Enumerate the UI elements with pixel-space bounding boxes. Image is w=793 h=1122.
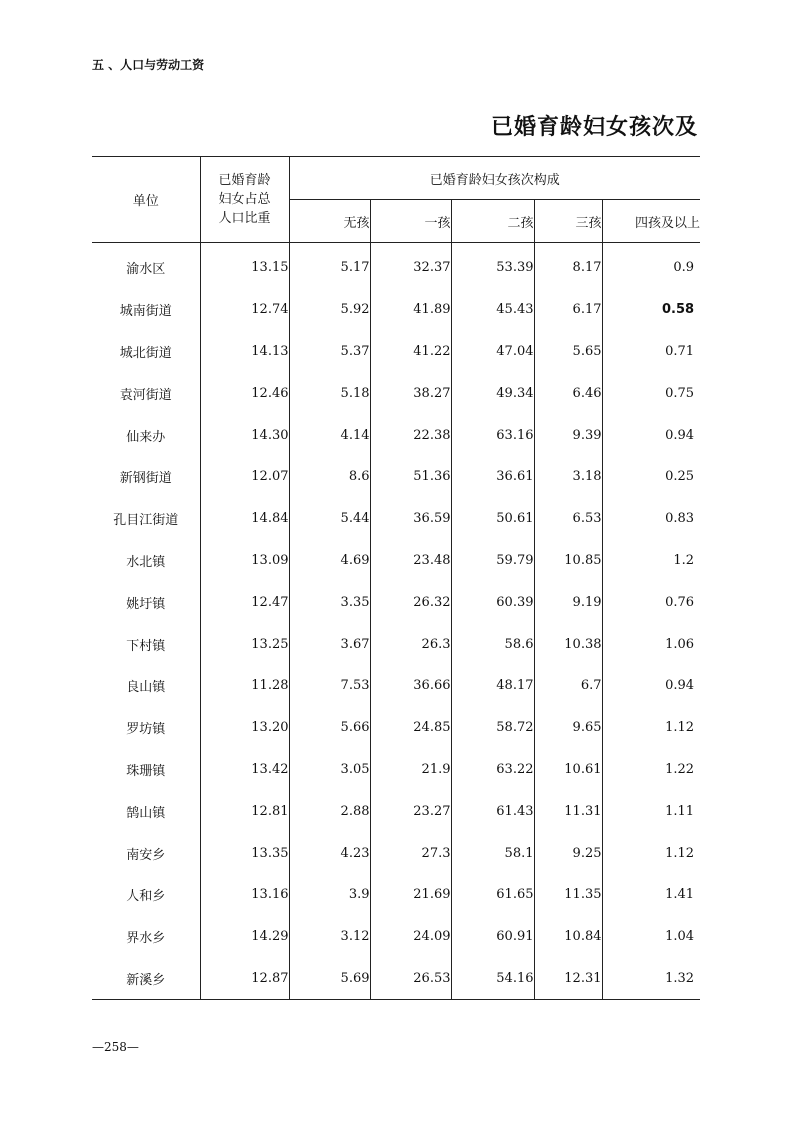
cell-two-children: 60.91 <box>451 916 534 958</box>
table-row <box>92 832 700 874</box>
cell-one-child: 22.38 <box>370 414 451 456</box>
cell-four-plus-children: 0.94 <box>665 678 695 694</box>
cell-four-plus-children: 1.06 <box>665 636 695 652</box>
cell-share: 11.28 <box>200 665 289 707</box>
cell-no-child: 4.23 <box>289 832 370 874</box>
cell-four-plus-children: 0.9 <box>673 260 695 276</box>
cell-four-plus-children: 1.22 <box>665 761 695 777</box>
cell-share: 13.15 <box>200 243 289 289</box>
cell-unit: 仙来办 <box>92 414 200 456</box>
cell-three-children: 3.18 <box>534 456 602 498</box>
header-share: 已婚育龄妇女占总人口比重 <box>200 157 289 243</box>
table-row <box>92 372 700 414</box>
cell-no-child: 3.12 <box>289 916 370 958</box>
table-row <box>92 540 700 582</box>
table-row <box>92 331 700 373</box>
cell-one-child: 27.3 <box>370 832 451 874</box>
table-body <box>92 243 700 1000</box>
cell-unit: 姚圩镇 <box>92 581 200 623</box>
cell-three-children: 9.65 <box>534 707 602 749</box>
cell-four-plus-children: 0.94 <box>665 427 695 443</box>
cell-three-children: 9.25 <box>534 832 602 874</box>
cell-four-plus-children: 0.71 <box>665 343 695 359</box>
cell-four-plus-children: 1.11 <box>665 803 695 819</box>
cell-no-child: 5.92 <box>289 289 370 331</box>
cell-no-child: 3.35 <box>289 581 370 623</box>
header-composition: 已婚育龄妇女孩次构成 <box>289 157 700 200</box>
cell-unit: 鹄山镇 <box>92 790 200 832</box>
table-row <box>92 707 700 749</box>
cell-three-children: 11.31 <box>534 790 602 832</box>
cell-unit: 罗坊镇 <box>92 707 200 749</box>
table-header <box>92 157 700 243</box>
cell-unit: 界水乡 <box>92 916 200 958</box>
cell-one-child: 26.53 <box>370 958 451 1000</box>
cell-four-plus-children: 0.76 <box>665 594 695 610</box>
cell-two-children: 48.17 <box>451 665 534 707</box>
cell-four-plus-children: 1.12 <box>665 845 695 861</box>
cell-one-child: 26.3 <box>370 623 451 665</box>
cell-two-children: 49.34 <box>451 372 534 414</box>
cell-two-children: 61.65 <box>451 874 534 916</box>
cell-share: 13.25 <box>200 623 289 665</box>
cell-two-children: 59.79 <box>451 540 534 582</box>
cell-three-children: 10.84 <box>534 916 602 958</box>
cell-one-child: 41.22 <box>370 331 451 373</box>
cell-three-children: 11.35 <box>534 874 602 916</box>
cell-three-children: 10.61 <box>534 749 602 791</box>
table-row <box>92 243 700 289</box>
cell-one-child: 24.09 <box>370 916 451 958</box>
cell-one-child: 38.27 <box>370 372 451 414</box>
cell-four-plus-children: 0.75 <box>665 385 695 401</box>
table-row <box>92 581 700 623</box>
table-row <box>92 749 700 791</box>
cell-unit: 水北镇 <box>92 540 200 582</box>
cell-share: 12.46 <box>200 372 289 414</box>
cell-two-children: 63.16 <box>451 414 534 456</box>
cell-unit: 良山镇 <box>92 665 200 707</box>
cell-one-child: 36.66 <box>370 665 451 707</box>
cell-no-child: 5.18 <box>289 372 370 414</box>
cell-one-child: 36.59 <box>370 498 451 540</box>
cell-two-children: 50.61 <box>451 498 534 540</box>
cell-two-children: 58.72 <box>451 707 534 749</box>
page-title: 已婚育龄妇女孩次及 <box>490 115 698 140</box>
table-row <box>92 916 700 958</box>
cell-unit: 孔目江街道 <box>92 498 200 540</box>
table-row <box>92 790 700 832</box>
table-row <box>92 874 700 916</box>
cell-no-child: 3.05 <box>289 749 370 791</box>
header-unit: 单位 <box>92 157 200 243</box>
cell-two-children: 47.04 <box>451 331 534 373</box>
cell-four-plus-children: 0.58 <box>661 302 695 318</box>
cell-four-plus-children: 0.25 <box>665 469 695 485</box>
cell-two-children: 53.39 <box>451 243 534 289</box>
cell-share: 12.74 <box>200 289 289 331</box>
cell-share: 13.35 <box>200 832 289 874</box>
cell-three-children: 6.53 <box>534 498 602 540</box>
header-two-children: 二孩 <box>451 200 534 243</box>
cell-one-child: 26.32 <box>370 581 451 623</box>
cell-one-child: 23.27 <box>370 790 451 832</box>
cell-share: 14.13 <box>200 331 289 373</box>
cell-share: 12.47 <box>200 581 289 623</box>
cell-three-children: 9.19 <box>534 581 602 623</box>
cell-no-child: 5.44 <box>289 498 370 540</box>
cell-one-child: 21.9 <box>370 749 451 791</box>
cell-unit: 渝水区 <box>92 243 200 289</box>
cell-no-child: 7.53 <box>289 665 370 707</box>
cell-four-plus-children: 1.12 <box>665 720 695 736</box>
cell-three-children: 6.7 <box>534 665 602 707</box>
table-row <box>92 623 700 665</box>
cell-unit: 下村镇 <box>92 623 200 665</box>
cell-four-plus-children: 1.04 <box>665 929 695 945</box>
data-table <box>92 156 700 1000</box>
cell-share: 14.84 <box>200 498 289 540</box>
cell-two-children: 45.43 <box>451 289 534 331</box>
cell-no-child: 5.69 <box>289 958 370 1000</box>
table-row <box>92 958 700 1000</box>
cell-three-children: 9.39 <box>534 414 602 456</box>
header-one-child: 一孩 <box>370 200 451 243</box>
cell-one-child: 21.69 <box>370 874 451 916</box>
cell-one-child: 23.48 <box>370 540 451 582</box>
cell-four-plus-children: 0.83 <box>665 511 695 527</box>
section-heading: 五 、人口与劳动工资 <box>92 58 205 72</box>
cell-share: 13.42 <box>200 749 289 791</box>
cell-no-child: 5.17 <box>289 243 370 289</box>
cell-two-children: 58.6 <box>451 623 534 665</box>
cell-unit: 袁河街道 <box>92 372 200 414</box>
cell-three-children: 6.46 <box>534 372 602 414</box>
table-row <box>92 414 700 456</box>
cell-share: 13.16 <box>200 874 289 916</box>
cell-no-child: 4.69 <box>289 540 370 582</box>
cell-two-children: 58.1 <box>451 832 534 874</box>
cell-share: 12.07 <box>200 456 289 498</box>
cell-one-child: 51.36 <box>370 456 451 498</box>
cell-unit: 南安乡 <box>92 832 200 874</box>
cell-two-children: 61.43 <box>451 790 534 832</box>
cell-one-child: 41.89 <box>370 289 451 331</box>
cell-unit: 新溪乡 <box>92 958 200 1000</box>
header-no-child: 无孩 <box>289 200 370 243</box>
cell-four-plus-children: 1.41 <box>665 887 695 903</box>
header-four-plus-children: 四孩及以上 <box>602 200 700 243</box>
cell-unit: 新钢街道 <box>92 456 200 498</box>
cell-unit: 城南街道 <box>92 289 200 331</box>
cell-one-child: 24.85 <box>370 707 451 749</box>
table-row <box>92 498 700 540</box>
cell-two-children: 60.39 <box>451 581 534 623</box>
cell-two-children: 36.61 <box>451 456 534 498</box>
cell-unit: 珠珊镇 <box>92 749 200 791</box>
cell-no-child: 5.37 <box>289 331 370 373</box>
cell-three-children: 6.17 <box>534 289 602 331</box>
cell-three-children: 5.65 <box>534 331 602 373</box>
cell-three-children: 10.85 <box>534 540 602 582</box>
cell-share: 12.81 <box>200 790 289 832</box>
cell-no-child: 2.88 <box>289 790 370 832</box>
cell-unit: 人和乡 <box>92 874 200 916</box>
cell-no-child: 5.66 <box>289 707 370 749</box>
cell-share: 13.09 <box>200 540 289 582</box>
cell-share: 14.30 <box>200 414 289 456</box>
cell-four-plus-children: 1.32 <box>665 970 695 986</box>
cell-one-child: 32.37 <box>370 243 451 289</box>
cell-four-plus-children: 1.2 <box>673 552 695 568</box>
header-three-children: 三孩 <box>534 200 602 243</box>
cell-two-children: 63.22 <box>451 749 534 791</box>
cell-share: 12.87 <box>200 958 289 1000</box>
cell-no-child: 3.9 <box>289 874 370 916</box>
table-row <box>92 456 700 498</box>
table-row <box>92 665 700 707</box>
table-row <box>92 289 700 331</box>
cell-three-children: 12.31 <box>534 958 602 1000</box>
cell-no-child: 4.14 <box>289 414 370 456</box>
cell-three-children: 8.17 <box>534 243 602 289</box>
cell-no-child: 3.67 <box>289 623 370 665</box>
cell-no-child: 8.6 <box>289 456 370 498</box>
cell-two-children: 54.16 <box>451 958 534 1000</box>
cell-share: 14.29 <box>200 916 289 958</box>
cell-share: 13.20 <box>200 707 289 749</box>
page-number: —258— <box>92 1040 139 1054</box>
cell-three-children: 10.38 <box>534 623 602 665</box>
cell-unit: 城北街道 <box>92 331 200 373</box>
